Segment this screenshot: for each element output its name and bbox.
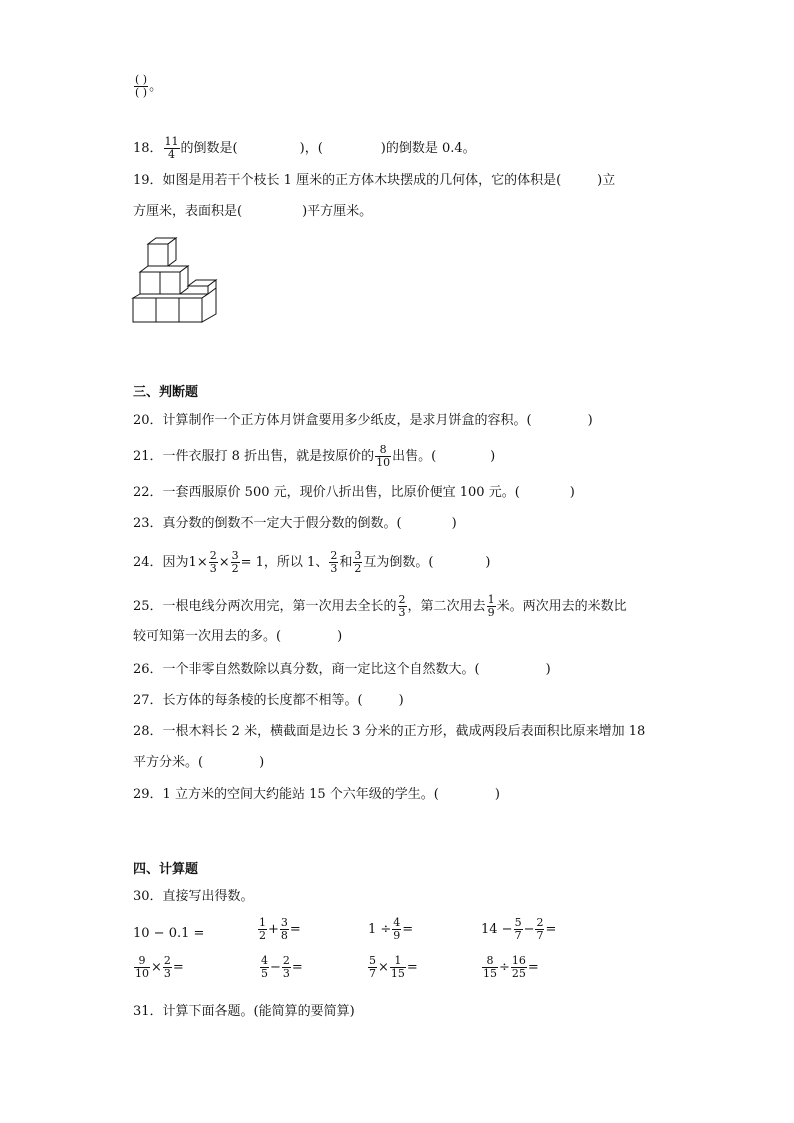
- question-24: 24．因为1× $\frac{2}{3}$ × $\frac{3}{2}$ = 1，所以 1、 $\frac{2}{3}$ 和 $\frac{3}{2}$ 互为倒数。( ): [133, 549, 491, 575]
- calc-item: $\frac{8}{15}$ ÷ $\frac{16}{25}$ =: [483, 954, 539, 980]
- question-23: 23．真分数的倒数不一定大于假分数的倒数。( ): [133, 516, 457, 531]
- calc-item: 10 − 0.1 =: [133, 926, 205, 941]
- calc-item: $\frac{5}{7}$ × $\frac{1}{15}$ =: [369, 954, 418, 980]
- calc-item: $\frac{9}{10}$ × $\frac{2}{3}$ =: [135, 954, 184, 980]
- fraction: $\frac{( )}{( )}$: [135, 73, 148, 99]
- fraction: $\frac{2}{3}$: [398, 593, 406, 619]
- question-21: 21．一件衣服打 8 折出售，就是按原价的 $\frac{8}{10}$ 出售。( ): [133, 443, 496, 469]
- fraction: $\frac{2}{3}$: [209, 549, 217, 575]
- fraction: $\frac{2}{3}$: [330, 549, 338, 575]
- question-22: 22．一套西服原价 500 元，现价八折出售，比原价便宜 100 元。( ): [133, 485, 575, 500]
- fraction: $\frac{3}{2}$: [354, 549, 362, 575]
- fraction: $\frac{1}{9}$: [487, 593, 495, 619]
- calc-item: 14 − $\frac{5}{7}$ − $\frac{2}{7}$ =: [481, 916, 557, 942]
- question-26: 26．一个非零自然数除以真分数，商一定比这个自然数大。( ): [133, 662, 551, 677]
- question-18: 18． $\frac{11}{4}$ 的倒数是( )，( )的倒数是 0.4。: [133, 135, 476, 161]
- calc-item: $\frac{4}{5}$ − $\frac{2}{3}$ =: [261, 954, 303, 980]
- calc-item: 1 ÷ $\frac{4}{9}$ =: [368, 916, 414, 942]
- cube-stack-diagram: [130, 236, 225, 326]
- question-19-line2: 方厘米，表面积是( )平方厘米。: [133, 204, 373, 219]
- question-27: 27．长方体的每条棱的长度都不相等。( ): [133, 693, 404, 708]
- calc-row-1: [133, 917, 693, 953]
- question-31: 31．计算下面各题。(能简算的要简算): [133, 1004, 355, 1019]
- calc-row-2: [133, 955, 693, 991]
- q17-tail: $\frac{( )}{( )}$ 。: [135, 73, 163, 99]
- question-28-line1: 28．一根木料长 2 米，横截面是边长 3 分米的正方形，截成两段后表面积比原来增加 18: [133, 724, 646, 739]
- cube-figure: [130, 236, 225, 330]
- question-25-line1: 25．一根电线分两次用完，第一次用去全长的 $\frac{2}{3}$ ，第二次用去 $\frac{1}{9}$ 米。两次用去的米数比: [133, 593, 627, 619]
- question-28-line2: 平方分米。( ): [133, 755, 265, 770]
- calc-item: $\frac{1}{2}$ + $\frac{3}{8}$ =: [259, 916, 301, 942]
- question-19-line1: 19．如图是用若干个枝长 1 厘米的正方体木块摆成的几何体，它的体积是( )立: [133, 173, 616, 188]
- question-25-line2: 较可知第一次用去的多。( ): [133, 629, 343, 644]
- question-30: 30．直接写出得数。: [133, 889, 254, 904]
- section-heading-calculation: 四、计算题: [133, 862, 199, 877]
- section-heading-judgement: 三、判断题: [133, 385, 199, 400]
- fraction: $\frac{8}{10}$: [376, 443, 391, 469]
- fraction: $\frac{3}{2}$: [231, 549, 239, 575]
- question-29: 29．1 立方米的空间大约能站 15 个六年级的学生。( ): [133, 787, 500, 802]
- fraction: $\frac{11}{4}$: [164, 135, 179, 161]
- question-20: 20．计算制作一个正方体月饼盒要用多少纸皮，是求月饼盒的容积。( ): [133, 413, 593, 428]
